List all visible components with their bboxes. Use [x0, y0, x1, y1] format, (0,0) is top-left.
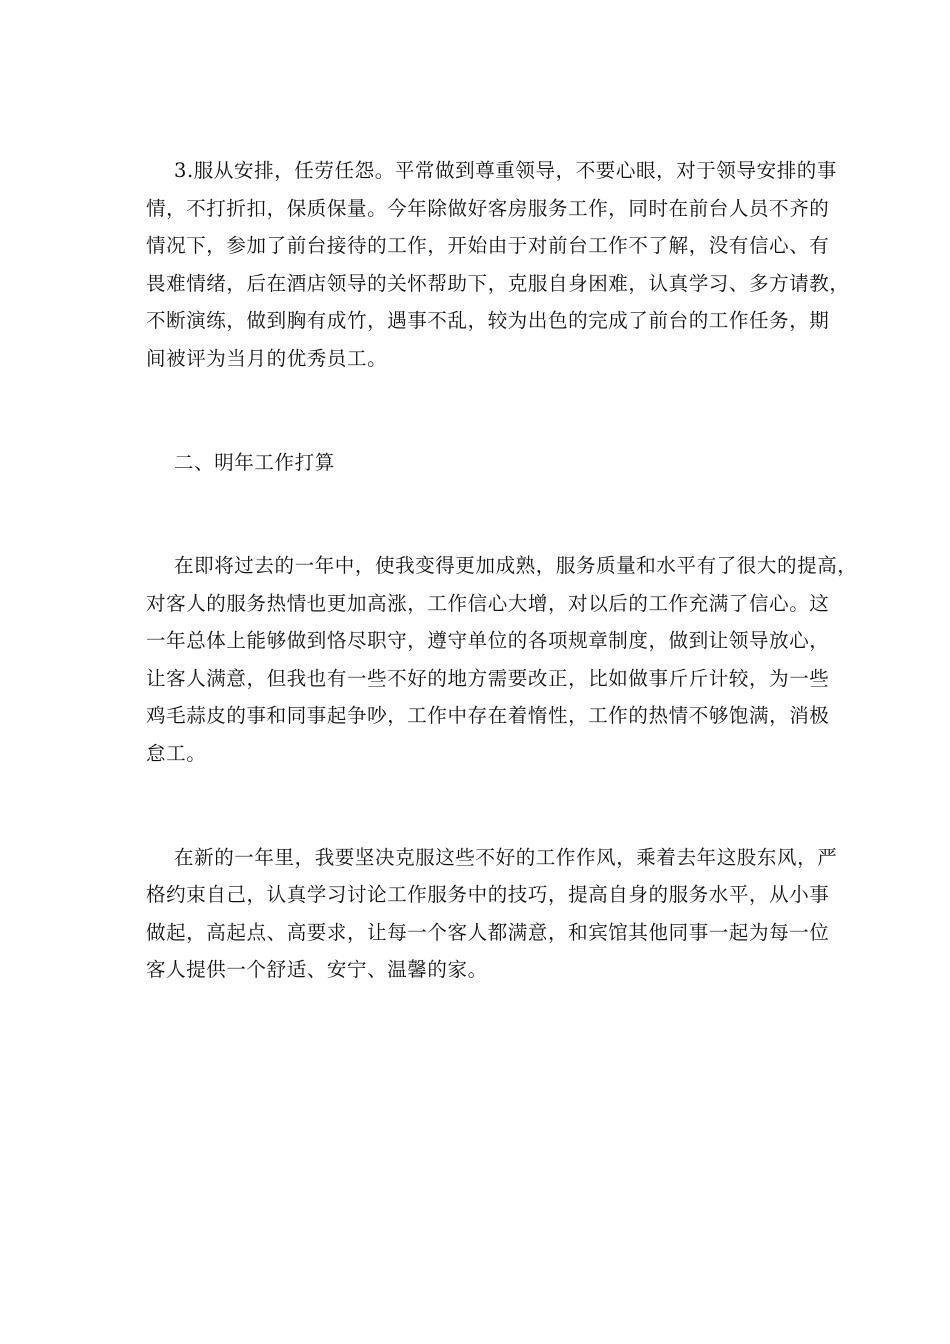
para1-line-4: 畏难情绪，后在酒店领导的关怀帮助下，克服自身困难，认真学习、多方请教， — [146, 272, 850, 295]
para2-line-5: 鸡毛蒜皮的事和同事起争吵，工作中存在着惰性，工作的热情不够饱满，消极 — [146, 704, 830, 727]
para2-line-2: 对客人的服务热情也更加高涨，工作信心大增，对以后的工作充满了信心。这 — [146, 592, 830, 615]
para2-line-1: 在即将过去的一年中，使我变得更加成熟，服务质量和水平有了很大的提高， — [174, 554, 858, 577]
para1-line-6: 间被评为当月的优秀员工。 — [146, 347, 388, 370]
para2-line-4: 让客人满意，但我也有一些不好的地方需要改正，比如做事斤斤计较，为一些 — [146, 667, 830, 690]
section-heading: 二、明年工作打算 — [174, 451, 335, 474]
para3-line-1: 在新的一年里，我要坚决克服这些不好的工作作风，乘着去年这股东风，严 — [174, 846, 838, 869]
para1-line-5: 不断演练，做到胸有成竹，遇事不乱，较为出色的完成了前台的工作任务，期 — [146, 309, 830, 332]
para1-line-1: 3.服从安排，任劳任怨。平常做到尊重领导，不要心眼，对于领导安排的事 — [174, 159, 838, 182]
para2-line-3: 一年总体上能够做到恪尽职守，遵守单位的各项规章制度，做到让领导放心， — [146, 629, 830, 652]
para3-line-2: 格约束自己，认真学习讨论工作服务中的技巧，提高自身的服务水平，从小事 — [146, 883, 830, 906]
para1-line-3: 情况下，参加了前台接待的工作，开始由于对前台工作不了解，没有信心、有 — [146, 234, 830, 257]
para3-line-4: 客人提供一个舒适、安宁、温馨的家。 — [146, 958, 488, 981]
para1-line-2: 情，不打折扣，保质保量。今年除做好客房服务工作，同时在前台人员不齐的 — [146, 197, 830, 220]
para2-line-6: 怠工。 — [146, 742, 207, 765]
para3-line-3: 做起，高起点、高要求，让每一个客人都满意，和宾馆其他同事一起为每一位 — [146, 921, 830, 944]
